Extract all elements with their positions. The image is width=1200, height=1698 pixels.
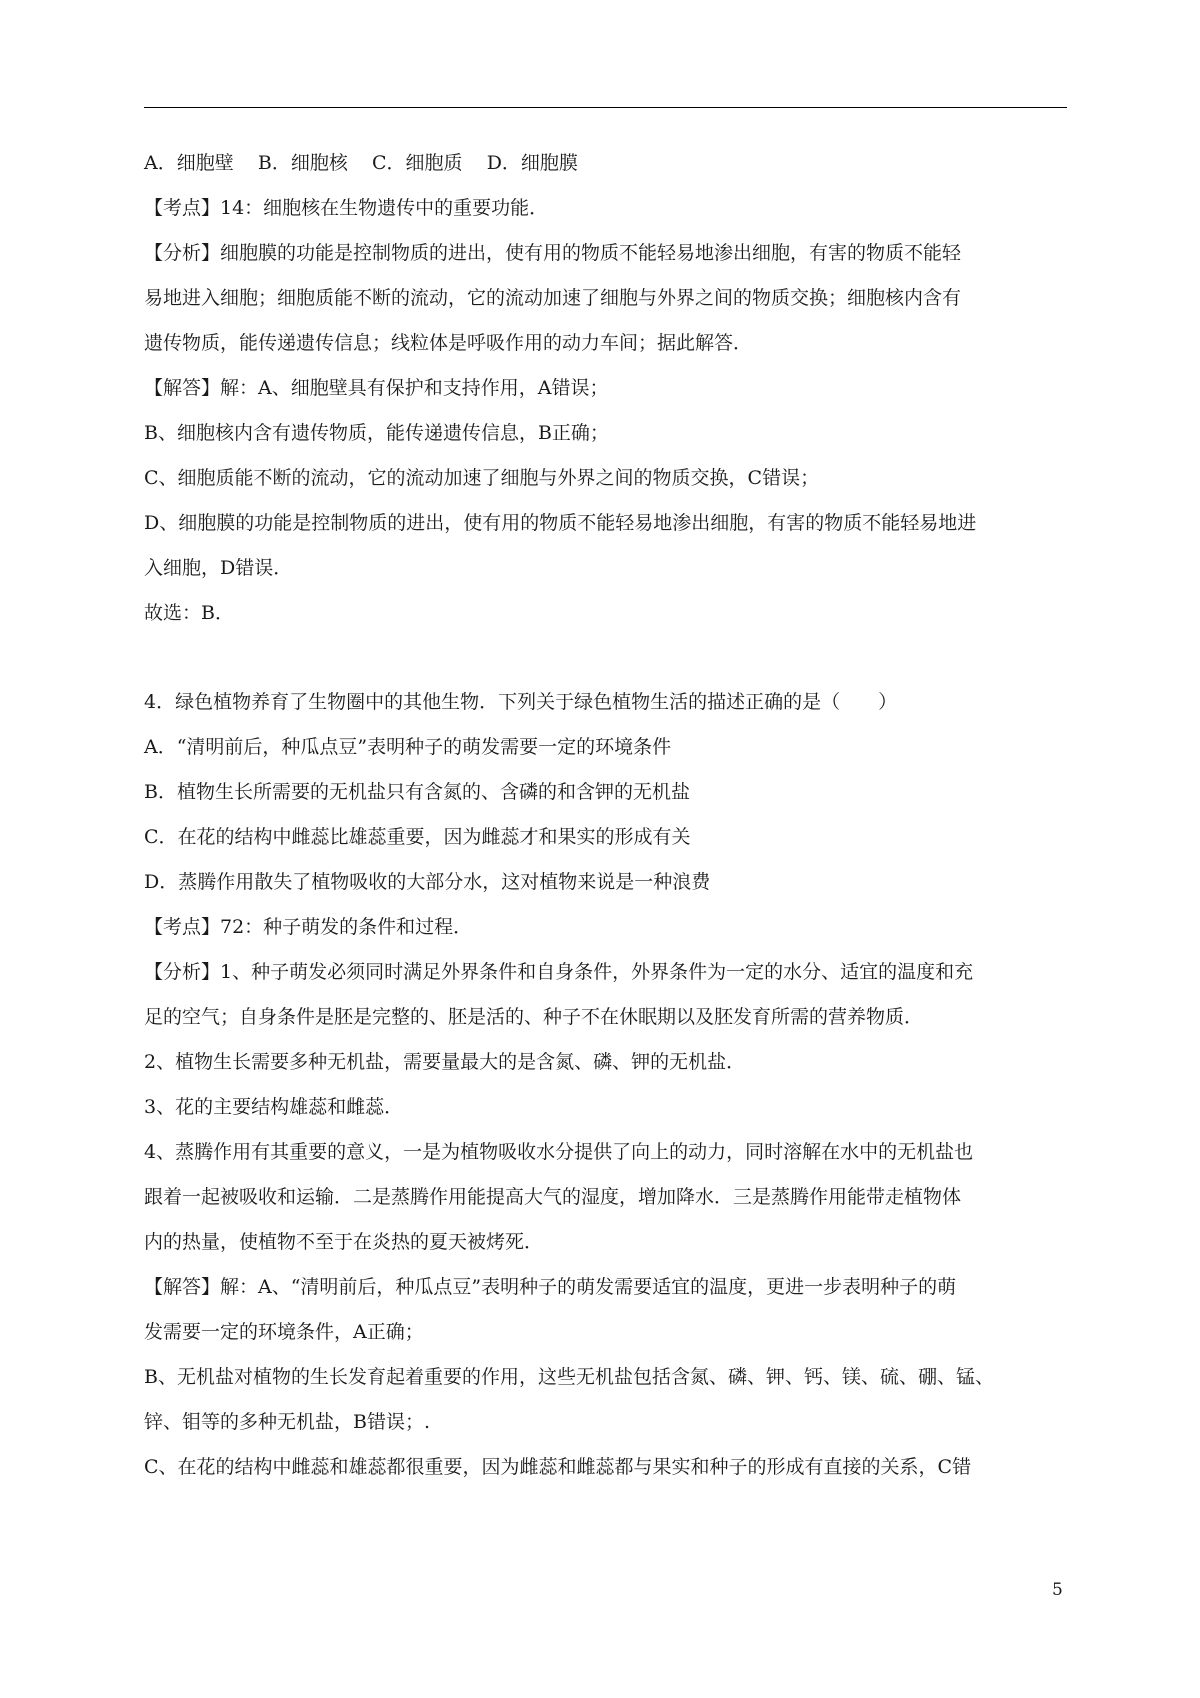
- q4-jieda-b-line-1: B、无机盐对植物的生长发育起着重要的作用，这些无机盐包括含氮、磷、钾、钙、镁、硫、硼、锰、: [144, 1366, 994, 1388]
- header-rule: [144, 107, 1067, 108]
- q3-answer: 故选：B．: [144, 602, 234, 624]
- q4-kaodian: 【考点】72：种子萌发的条件和过程．: [144, 916, 473, 938]
- question-gap: [144, 641, 1067, 685]
- q4-option-d: D．蒸腾作用散失了植物吸收的大部分水，这对植物来说是一种浪费: [144, 871, 711, 893]
- q4-fenxi-3: 3、花的主要结构雄蕊和雌蕊．: [144, 1096, 404, 1118]
- q4-stem: 4．绿色植物养育了生物圈中的其他生物．下列关于绿色植物生活的描述正确的是（ ）: [144, 691, 898, 713]
- q4-jieda-b-line-2: 锌、钼等的多种无机盐，B错误；.: [144, 1411, 431, 1433]
- page-number: 5: [1052, 1580, 1063, 1600]
- q3-jieda-a: 【解答】解：A、细胞壁具有保护和支持作用，A错误；: [144, 377, 609, 399]
- q4-fenxi-4-line-1: 4、蒸腾作用有其重要的意义，一是为植物吸收水分提供了向上的动力，同时溶解在水中的无机盐也: [144, 1141, 974, 1163]
- q4-fenxi-1-line-1: 【分析】1、种子萌发必须同时满足外界条件和自身条件，外界条件为一定的水分、适宜的温度和充: [144, 961, 974, 983]
- q3-fenxi-line-3: 遗传物质，能传递遗传信息；线粒体是呼吸作用的动力车间；据此解答．: [144, 332, 753, 354]
- q3-options: A．细胞壁 B．细胞核 C．细胞质 D．细胞膜: [144, 152, 578, 174]
- q4-option-b: B．植物生长所需要的无机盐只有含氮的、含磷的和含钾的无机盐: [144, 781, 690, 803]
- q4-option-c: C．在花的结构中雌蕊比雄蕊重要，因为雌蕊才和果实的形成有关: [144, 826, 691, 848]
- q3-jieda-b: B、细胞核内含有遗传物质，能传递遗传信息，B正确；: [144, 422, 609, 444]
- q4-fenxi-2: 2、植物生长需要多种无机盐，需要量最大的是含氮、磷、钾的无机盐．: [144, 1051, 746, 1073]
- q4-jieda-a-line-1: 【解答】解：A、“清明前后，种瓜点豆”表明种子的萌发需要适宜的温度，更进一步表明种子的萌: [144, 1276, 957, 1298]
- q3-fenxi-line-2: 易地进入细胞；细胞质能不断的流动，它的流动加速了细胞与外界之间的物质交换；细胞核内含有: [144, 287, 962, 309]
- q3-kaodian: 【考点】14：细胞核在生物遗传中的重要功能．: [144, 197, 549, 219]
- q3-fenxi-line-1: 【分析】细胞膜的功能是控制物质的进出，使有用的物质不能轻易地渗出细胞，有害的物质不能轻: [144, 242, 962, 264]
- q3-jieda-c: C、细胞质能不断的流动，它的流动加速了细胞与外界之间的物质交换，C错误；: [144, 467, 820, 489]
- q4-fenxi-1-line-2: 足的空气；自身条件是胚是完整的、胚是活的、种子不在休眠期以及胚发育所需的营养物质．: [144, 1006, 924, 1028]
- q4-fenxi-4-line-2: 跟着一起被吸收和运输．二是蒸腾作用能提高大气的湿度，增加降水．三是蒸腾作用能带走植物体: [144, 1186, 962, 1208]
- q4-jieda-a-line-2: 发需要一定的环境条件，A正确；: [144, 1321, 424, 1343]
- q3-jieda-d-line-2: 入细胞，D错误．: [144, 557, 293, 579]
- q4-option-a: A．“清明前后，种瓜点豆”表明种子的萌发需要一定的环境条件: [144, 736, 672, 758]
- q3-jieda-d-line-1: D、细胞膜的功能是控制物质的进出，使有用的物质不能轻易地渗出细胞，有害的物质不能轻易地进: [144, 512, 977, 534]
- q4-fenxi-4-line-3: 内的热量，使植物不至于在炎热的夏天被烤死．: [144, 1231, 544, 1253]
- document-body: [144, 146, 1067, 1495]
- q4-jieda-c-line-1: C、在花的结构中雌蕊和雄蕊都很重要，因为雌蕊和雌蕊都与果实和种子的形成有直接的关系，C错: [144, 1456, 972, 1478]
